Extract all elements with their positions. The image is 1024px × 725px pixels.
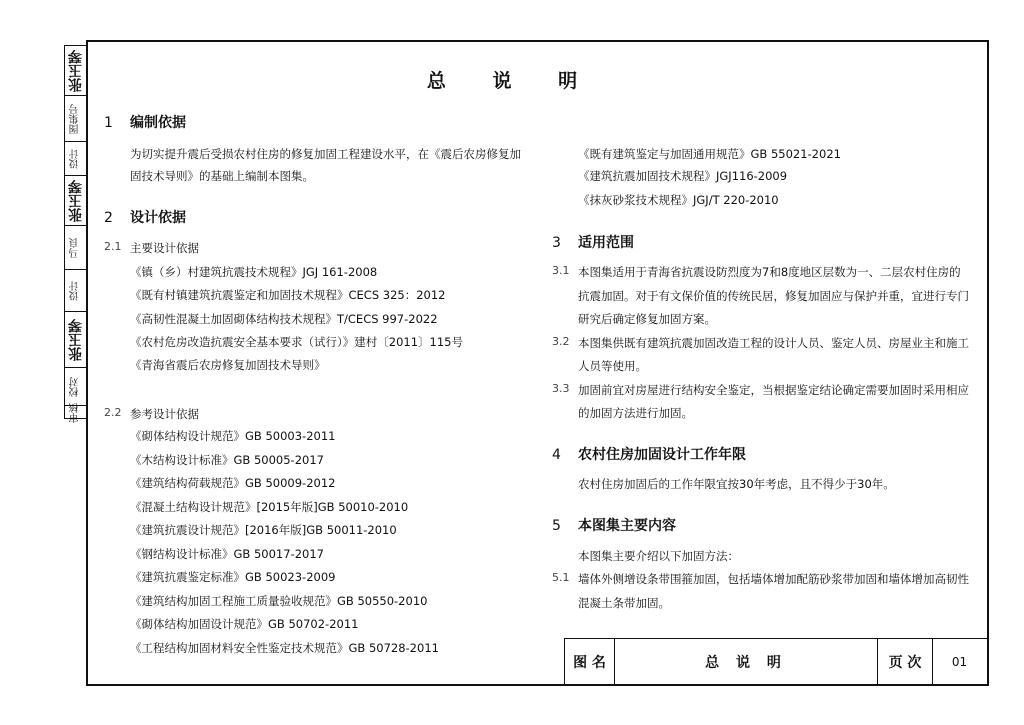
strip-cell: 审核 (69, 403, 81, 423)
section-heading-4: 4 农村住房加固设计工作年限 (552, 447, 746, 463)
text-line: 《建筑抗震加固技术规程》JGJ116-2009 (578, 169, 788, 183)
drawing-name-label: 图 名 (565, 639, 615, 684)
item-number: 3.1 (552, 264, 570, 277)
item-number: 3.2 (552, 335, 570, 348)
text-line: 墙体外侧增设条带围箍加固，包括墙体增加配筋砂浆带加固和墙体增加高韧性 (578, 572, 969, 586)
text-line: 《钢结构设计标准》GB 50017-2017 (130, 547, 324, 561)
page-title: 总 说 明 (426, 70, 598, 92)
strip-cell: 设计 (65, 142, 86, 176)
text-line: 《镇（乡）村建筑抗震技术规程》JGJ 161-2008 (130, 265, 378, 279)
text-line: 《木结构设计标准》GB 50005-2017 (130, 453, 324, 467)
section-heading-2: 2 设计依据 (104, 210, 186, 226)
text-line: 《青海省震后农房修复加固技术导则》 (130, 358, 326, 372)
subsection-title: 参考设计依据 (130, 407, 199, 421)
text-line: 《混凝土结构设计规范》[2015年版]GB 50010-2010 (130, 500, 409, 514)
text-line: 《砌体结构设计规范》GB 50003-2011 (130, 429, 336, 443)
strip-cell: 张玉琴 (65, 46, 86, 96)
subsection-title: 主要设计依据 (130, 241, 199, 255)
strip-cell: 张玉琴 (65, 176, 86, 226)
text-line: 本图集主要介绍以下加固方法： (578, 549, 739, 563)
text-line: 《砌体结构加固设计规范》GB 50702-2011 (130, 617, 359, 631)
text-line: 固技术导则》的基础上编制本图集。 (130, 169, 314, 183)
text-line: 《建筑结构荷载规范》GB 50009-2012 (130, 476, 336, 490)
text-line: 《农村危房改造抗震安全基本要求（试行）》建村〔2011〕115号 (130, 335, 463, 349)
text-line: 人员等使用。 (578, 359, 647, 373)
signature-strip (64, 45, 86, 423)
strip-cell: 设计 (65, 270, 86, 312)
text-line: 《建筑结构加固工程施工质量验收规范》GB 50550-2010 (130, 594, 428, 608)
text-line: 本图集适用于青海省抗震设防烈度为7和8度地区层数为一、二层农村住房的 (578, 265, 961, 279)
text-line: 混凝土条带加固。 (578, 596, 670, 610)
item-number: 5.1 (552, 571, 570, 584)
text-line: 本图集供既有建筑抗震加固改造工程的设计人员、鉴定人员、房屋业主和施工 (578, 336, 969, 350)
text-line: 抗震加固。对于有文保价值的传统民居，修复加固应与保护并重，宜进行专门 (578, 289, 969, 303)
text-line: 加固前宜对房屋进行结构安全鉴定，当根据鉴定结论确定需要加固时采用相应 (578, 383, 969, 397)
item-number: 3.3 (552, 382, 570, 395)
subsection-number: 2.2 (104, 406, 122, 419)
text-line: 为切实提升震后受损农村住房的修复加固工程建设水平，在《震后农房修复加 (130, 147, 521, 161)
page-label: 页 次 (878, 639, 933, 684)
text-line: 研究后确定修复加固方案。 (578, 312, 716, 326)
strip-cell: 张玉琴 (65, 312, 86, 368)
text-line: 《建筑抗震鉴定标准》GB 50023-2009 (130, 570, 336, 584)
title-block (564, 638, 987, 684)
text-line: 《抹灰砂浆技术规程》JGJ/T 220-2010 (578, 193, 779, 207)
subsection-number: 2.1 (104, 240, 122, 253)
text-line: 农村住房加固后的工作年限宜按30年考虑，且不得少于30年。 (578, 477, 895, 491)
text-line: 《建筑抗震设计规范》[2016年版]GB 50011-2010 (130, 523, 397, 537)
drawing-name-value: 总 说 明 (615, 639, 878, 684)
section-heading-5: 5 本图集主要内容 (552, 518, 676, 534)
text-line: 《既有建筑鉴定与加固通用规范》GB 55021-2021 (578, 147, 841, 161)
text-line: 《既有村镇建筑抗震鉴定和加固技术规程》CECS 325：2012 (130, 288, 446, 302)
page-number: 01 (951, 654, 968, 669)
section-heading-3: 3 适用范围 (552, 235, 634, 251)
strip-cell: 校对 (65, 368, 86, 406)
text-line: 的加固方法进行加固。 (578, 406, 693, 420)
text-line: 《高韧性混凝土加固砌体结构技术规程》T/CECS 997-2022 (130, 312, 438, 326)
text-line: 《工程结构加固材料安全性鉴定技术规范》GB 50728-2011 (130, 641, 439, 655)
strip-cell: 马良 (65, 226, 86, 270)
section-heading-1: 1 编制依据 (104, 115, 186, 131)
strip-cell: 图集号 (65, 96, 86, 142)
